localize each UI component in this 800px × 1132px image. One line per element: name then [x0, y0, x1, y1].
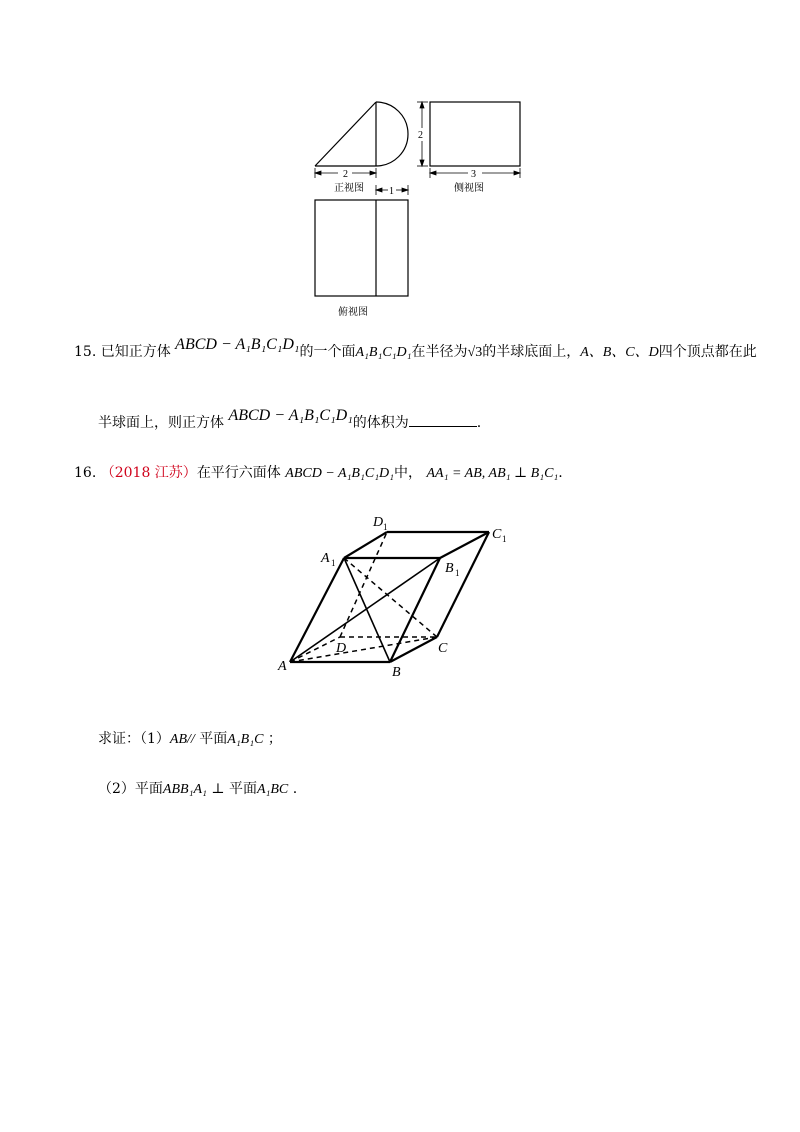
- q16-conditions: AA₁ = AB, AB₁ ⊥ B₁C₁: [426, 466, 559, 481]
- q15-vertices: A、B、C、D: [580, 345, 659, 360]
- q15-text-d: 的半球底面上，: [482, 344, 581, 360]
- q15-line2: [98, 407, 482, 432]
- label-D: D: [336, 641, 347, 656]
- q15-line2-cube: ABCD − A₁B₁C₁D₁: [228, 407, 353, 424]
- part1-plane: A₁B₁C: [227, 732, 264, 747]
- label-A1: A: [321, 551, 330, 566]
- part2-plane1: ABB₁A₁: [162, 782, 207, 797]
- q16-text-b: 中，: [394, 465, 423, 481]
- q15-text-e: 四个顶点都在此: [658, 344, 757, 360]
- label-A: A: [278, 659, 287, 674]
- parallelepiped-figure: [270, 510, 530, 680]
- top-dim-label: 1: [389, 186, 394, 197]
- solid-edges: [290, 532, 489, 662]
- label-C1-sub: 1: [502, 534, 507, 544]
- q15-line2-b: 的体积为: [352, 415, 409, 431]
- hidden-edges: [290, 532, 437, 662]
- q16-solid: ABCD − A₁B₁C₁D₁: [285, 466, 395, 481]
- label-D1-sub: 1: [383, 522, 388, 532]
- label-B1-sub: 1: [455, 568, 460, 578]
- side-width-label: 3: [471, 169, 476, 180]
- label-D1: D: [373, 515, 384, 530]
- side-height-label: 2: [418, 130, 423, 141]
- q15-line1: [74, 336, 757, 362]
- q16-proof-part2: [98, 780, 297, 799]
- part1-text: 平面: [199, 731, 228, 747]
- q16-proof-part1: [98, 730, 282, 749]
- q15-cube: ABCD − A₁B₁C₁D₁: [175, 336, 300, 353]
- label-B1: B: [445, 561, 454, 576]
- q15-radius: √3: [467, 345, 483, 360]
- three-views-figure: [300, 95, 540, 320]
- label-C: C: [438, 641, 448, 656]
- part2-text: 平面: [228, 781, 257, 797]
- q15-text-c: 在半径为: [411, 344, 468, 360]
- front-view-label: 正视图: [334, 183, 364, 194]
- q15-number: 15.: [74, 344, 97, 360]
- perp-symbol: ⊥: [211, 781, 225, 797]
- front-view: [315, 102, 408, 166]
- side-view-label: 侧视图: [454, 183, 484, 194]
- q16-line1: [74, 464, 563, 483]
- top-view: [315, 200, 408, 296]
- label-A1-sub: 1: [331, 558, 336, 568]
- part1-math: AB//: [169, 732, 195, 747]
- q15-text-b: 的一个面: [299, 344, 356, 360]
- q15-line2-a: 半球面上，则正方体: [98, 415, 224, 431]
- part1-end: ；: [267, 731, 282, 747]
- answer-blank[interactable]: [409, 412, 477, 427]
- q16-source: （2018 江苏）: [100, 465, 197, 481]
- q15-face: A₁B₁C₁D₁: [355, 345, 412, 360]
- q16-text-a: 在平行六面体: [196, 465, 281, 481]
- front-dim-label: 2: [343, 169, 348, 180]
- part2-end: .: [292, 781, 298, 797]
- part2-num: （2）平面: [98, 781, 163, 797]
- side-view: [430, 102, 520, 166]
- q16-number: 16.: [74, 465, 97, 481]
- label-B: B: [392, 665, 401, 680]
- part2-plane2: A₁BC: [256, 782, 289, 797]
- q16-end: .: [558, 465, 563, 481]
- q15-text-a: 已知正方体: [100, 344, 171, 360]
- label-C1: C: [492, 527, 502, 542]
- top-view-label: 俯视图: [338, 307, 368, 318]
- q15-line2-end: .: [476, 415, 482, 431]
- proof-intro: 求证：（1）: [98, 731, 170, 747]
